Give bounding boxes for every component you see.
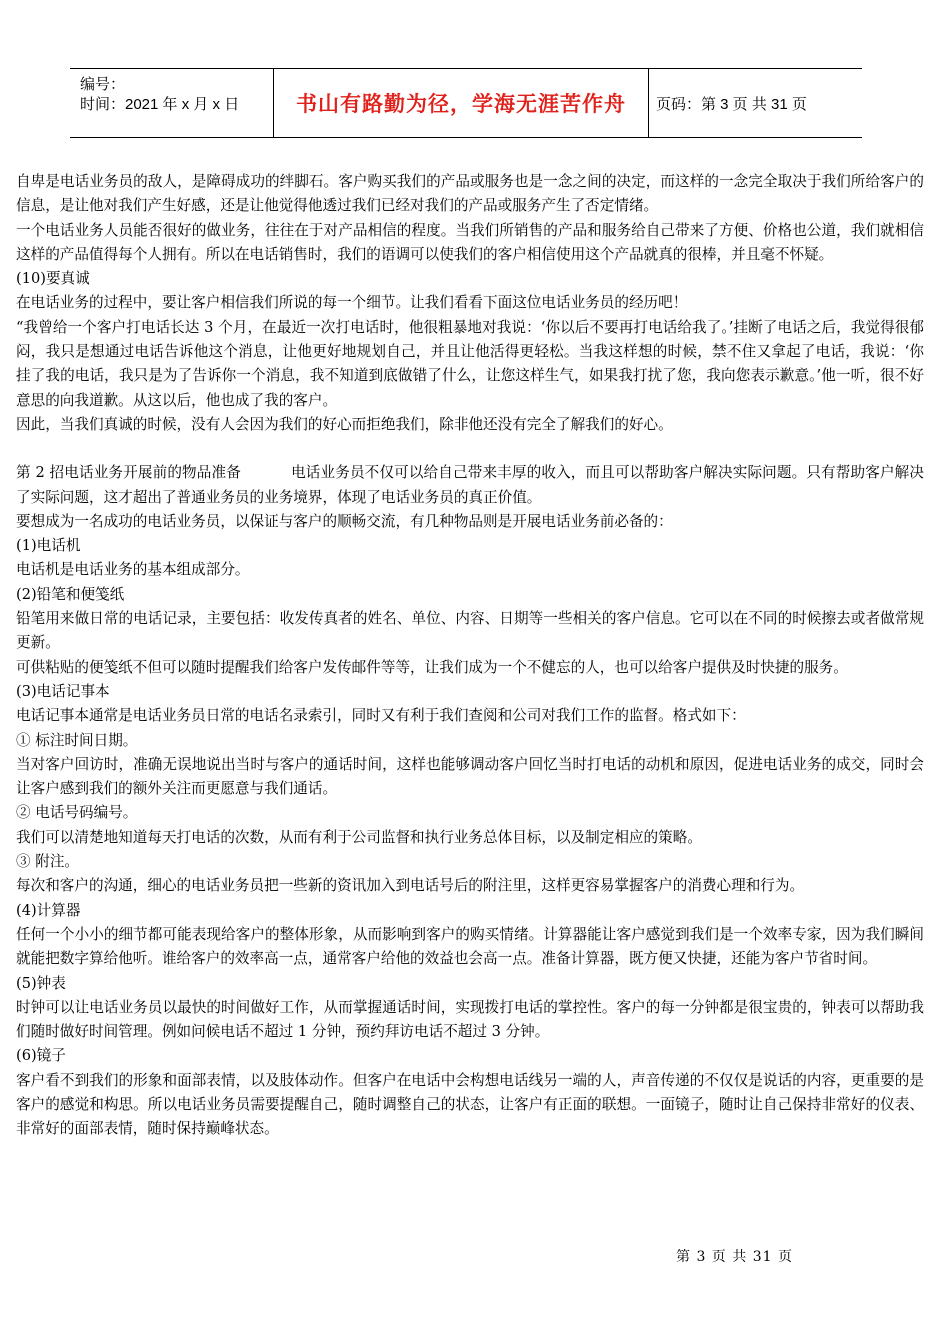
page-footer: 第 3 页 共 31 页 <box>676 1249 793 1265</box>
section-heading: (2)铅笔和便笺纸 <box>16 585 125 603</box>
paragraph: 任何一个小小的细节都可能表现给客户的整体形象，从而影响到客户的购买情绪。计算器能让客户感觉到我们是一个效率专家，因为我们瞬间就能把数字算给他听。谁给客户的效率高一点，通常客户给他的效益也会高一点。准备计算器，既方便又快捷，还能为客户节省时间。 <box>16 925 924 968</box>
paragraph: 我们可以清楚地知道每天打电话的次数，从而有利于公司监督和执行业务总体目标，以及制定相应的策略。 <box>16 828 702 846</box>
list-item: ② 电话号码编号。 <box>16 804 138 822</box>
section2-intro <box>16 461 924 510</box>
section-heading: (1)电话机 <box>16 537 81 555</box>
header-page-cell <box>648 69 862 137</box>
section-heading: (10)要真诚 <box>16 270 90 288</box>
paragraph: 电话业务员不仅可以给自己带来丰厚的收入，而且可以帮助客户解决实际问题。只有帮助客户解决了实际问题，这才超出了普通业务员的业务境界，体现了电话业务员的真正价值。 <box>16 464 924 506</box>
section-heading: (4)计算器 <box>16 901 81 919</box>
paragraph: 铅笔用来做日常的电话记录，主要包括：收发传真者的姓名、单位、内容、日期等一些相关的客户信息。它可以在不同的时候擦去或者做常规更新。 <box>16 610 924 652</box>
header-motto-cell <box>273 69 649 137</box>
paragraph: 时钟可以让电话业务员以最快的时间做好工作，从而掌握通话时间，实现拨打电话的掌控性。客户的每一分钟都是很宝贵的，钟表可以帮助我们随时做好时间管理。例如问候电话不超过 1 分钟，预约拜访电话不超过 3 分钟。 <box>16 998 924 1041</box>
section-heading: (6)镜子 <box>16 1047 66 1065</box>
list-item: ③ 附注。 <box>16 853 80 871</box>
paragraph: 因此，当我们真诚的时候，没有人会因为我们的好心而拒绝我们，除非他还没有完全了解我们的好心。 <box>16 415 673 433</box>
paragraph: 客户看不到我们的形象和面部表情，以及肢体动作。但客户在电话中会构想电话线另一端的人，声音传递的不仅仅是说话的内容，更重要的是客户的感觉和构思。所以电话业务员需要提醒自己，随时调整自己的状态，让客户有正面的联想。一面镜子，随时让自己保持非常好的仪表、非常好的面部表情，随时保持巅峰状态。 <box>16 1071 924 1138</box>
page-label: 页码：第 3 页 共 31 页 <box>656 95 807 113</box>
paragraph: 电话记事本通常是电话业务员日常的电话名录索引，同时又有利于我们查阅和公司对我们工作的监督。格式如下： <box>16 707 746 725</box>
paragraph: “我曾给一个客户打电话长达 3 个月，在最近一次打电话时，他很粗暴地对我说：‘你以后不要再打电话给我了。’挂断了电话之后，我觉得很郁闷，我只是想通过电话告诉他这个消息，让他更好地规划自己，并且让他活得更轻松。当我这样想的时候，禁不住又拿起了电话，我说：‘你挂了我的电话，我只是为了告诉你一个消息，我不知道到底做错了什么，让您这样生气，如果我打扰了您，我向您表示歉意。’他一听，很不好意思的向我道歉。从这以后，他也成了我的客户。 <box>16 318 924 409</box>
document-body <box>16 170 924 1142</box>
paragraph: 可供粘贴的便笺纸不但可以随时提醒我们给客户发传邮件等等，让我们成为一个不健忘的人，也可以给客户提供及时快捷的服务。 <box>16 658 848 676</box>
section-heading: (5)钟表 <box>16 974 66 992</box>
paragraph: 每次和客户的沟通，细心的电话业务员把一些新的资讯加入到电话号后的附注里，这样更容易掌握客户的消费心理和行为。 <box>16 877 805 895</box>
paragraph: 一个电话业务人员能否很好的做业务，往往在于对产品相信的程度。当我们所销售的产品和服务给自己带来了方便、价格也公道，我们就相信这样的产品值得每个人拥有。所以在电话销售时，我们的语调可以使我们的客户相信使用这个产品就真的很棒，并且毫不怀疑。 <box>16 221 924 263</box>
paragraph: 要想成为一名成功的电话业务员，以保证与客户的顺畅交流，有几种物品则是开展电话业务前必备的： <box>16 512 673 530</box>
list-item: ① 标注时间日期。 <box>16 731 138 749</box>
section-heading: (3)电话记事本 <box>16 682 110 700</box>
paragraph: 当对客户回访时，准确无误地说出当时与客户的通话时间，这样也能够调动客户回忆当时打电话的动机和原因，促进电话业务的成交，同时会让客户感到我们的额外关注而更愿意与我们通话。 <box>16 755 924 798</box>
number-label: 编号： <box>80 76 126 93</box>
paragraph: 自卑是电话业务员的敌人，是障碍成功的绊脚石。客户购买我们的产品或服务也是一念之间的决定，而这样的一念完全取决于我们所给客户的信息，是让他对我们产生好感，还是让他觉得他透过我们已经对我们的产品或服务产生了否定情绪。 <box>16 173 924 215</box>
paragraph: 电话机是电话业务的基本组成部分。 <box>16 561 250 579</box>
paragraph: 在电话业务的过程中，要让客户相信我们所说的每一个细节。让我们看看下面这位电话业务员的经历吧！ <box>16 294 688 312</box>
time-label: 时间：2021 年 x 月 x 日 <box>80 96 240 113</box>
section2-title: 第 2 招电话业务开展前的物品准备 <box>16 464 241 482</box>
document-header <box>70 68 862 138</box>
header-meta-cell <box>70 69 272 137</box>
motto: 书山有路勤为径，学海无涯苦作舟 <box>296 92 626 116</box>
